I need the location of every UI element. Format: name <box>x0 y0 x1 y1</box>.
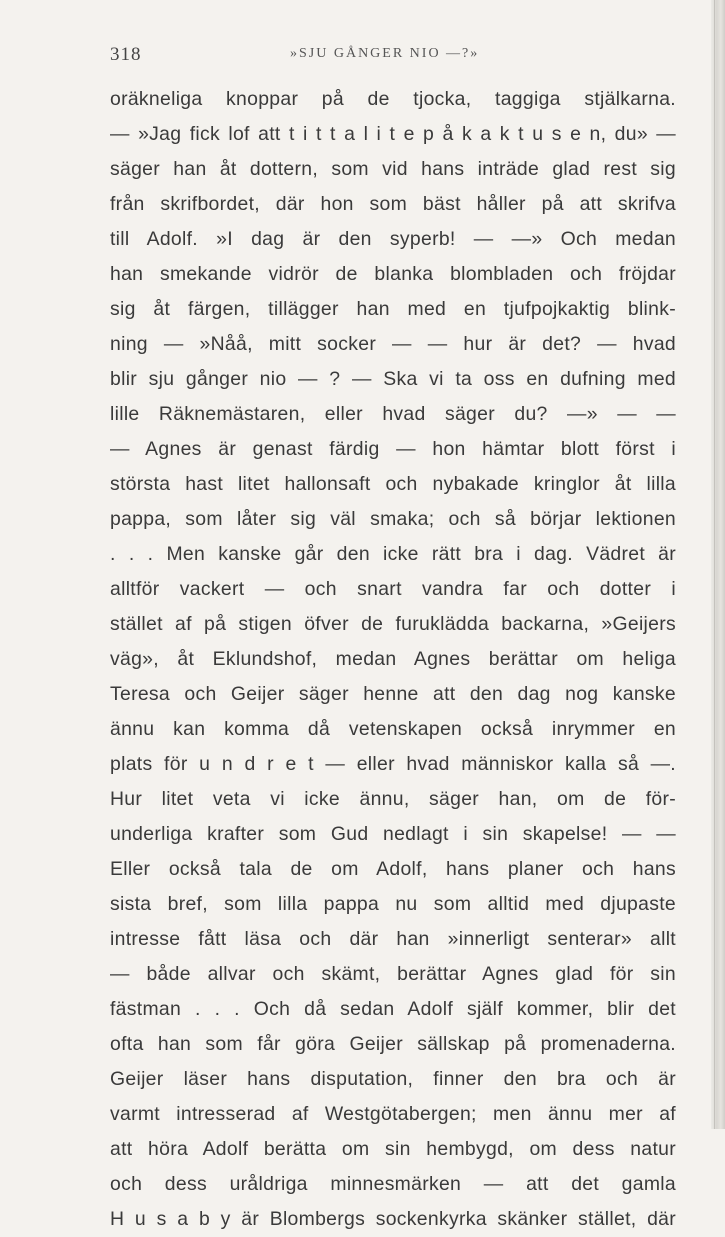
text-line: och dess uråldriga minnesmärken — att det gamla <box>110 1173 676 1195</box>
text-line: han smekande vidrör de blanka blombladen och fröjdar <box>110 263 676 285</box>
body-text <box>110 82 676 1237</box>
text-line: fästman . . . Och då sedan Adolf själf kommer, blir det <box>110 998 676 1020</box>
text-line: ännu kan komma då vetenskapen också inrymmer en <box>110 718 676 740</box>
text-line: lille Räknemästaren, eller hvad säger du? —» — — <box>110 403 676 425</box>
text-line: väg», åt Eklundshof, medan Agnes berättar om heliga <box>110 648 676 670</box>
text-line: intresse fått läsa och där han »innerligt senterar» allt <box>110 928 676 950</box>
text-line: — »Jag fick lof att t i t t a l i t e p å k a k t u s e n, du» — <box>110 123 676 145</box>
text-line: Teresa och Geijer säger henne att den dag nog kanske <box>110 683 676 705</box>
text-line: H u s a b y är Blombergs sockenkyrka skänker stället, där <box>110 1208 676 1230</box>
text-line: säger han åt dottern, som vid hans inträde glad rest sig <box>110 158 676 180</box>
text-line: sig åt färgen, tillägger han med en tjufpojkaktig blink- <box>110 298 676 320</box>
text-line: ofta han som får göra Geijer sällskap på promenaderna. <box>110 1033 676 1055</box>
text-line: blir sju gånger nio — ? — Ska vi ta oss en dufning med <box>110 368 676 390</box>
text-line: sista bref, som lilla pappa nu som alltid med djupaste <box>110 893 676 915</box>
text-line: största hast litet hallonsaft och nybakade kringlor åt lilla <box>110 473 676 495</box>
text-line: från skrifbordet, där hon som bäst håller på att skrifva <box>110 193 676 215</box>
text-line: . . . Men kanske går den icke rätt bra i dag. Vädret är <box>110 543 676 565</box>
page-header <box>110 44 675 68</box>
running-title: »SJU GÅNGER NIO —?» <box>290 46 480 61</box>
text-line: — både allvar och skämt, berättar Agnes glad för sin <box>110 963 676 985</box>
text-line: oräkneliga knoppar på de tjocka, taggiga stjälkarna. <box>110 88 676 110</box>
text-line: Geijer läser hans disputation, finner den bra och är <box>110 1068 676 1090</box>
text-line: underliga krafter som Gud nedlagt i sin skapelse! — — <box>110 823 676 845</box>
page-number: 318 <box>110 44 142 65</box>
text-line: alltför vackert — och snart vandra far och dotter i <box>110 578 676 600</box>
text-line: till Adolf. »I dag är den syperb! — —» Och medan <box>110 228 676 250</box>
text-line: varmt intresserad af Westgötabergen; men ännu mer af <box>110 1103 676 1125</box>
text-line: stället af på stigen öfver de furuklädda backarna, »Geijers <box>110 613 676 635</box>
page-edge <box>711 0 725 1129</box>
text-line: — Agnes är genast färdig — hon hämtar blott först i <box>110 438 676 460</box>
text-line: att höra Adolf berätta om sin hembygd, om dess natur <box>110 1138 676 1160</box>
text-line: Hur litet veta vi icke ännu, säger han, om de för- <box>110 788 676 810</box>
text-line: plats för u n d r e t — eller hvad människor kalla så —. <box>110 753 676 775</box>
text-line: pappa, som låter sig väl smaka; och så börjar lektionen <box>110 508 676 530</box>
text-line: Eller också tala de om Adolf, hans planer och hans <box>110 858 676 880</box>
text-line: ning — »Nåå, mitt socker — — hur är det? — hvad <box>110 333 676 355</box>
